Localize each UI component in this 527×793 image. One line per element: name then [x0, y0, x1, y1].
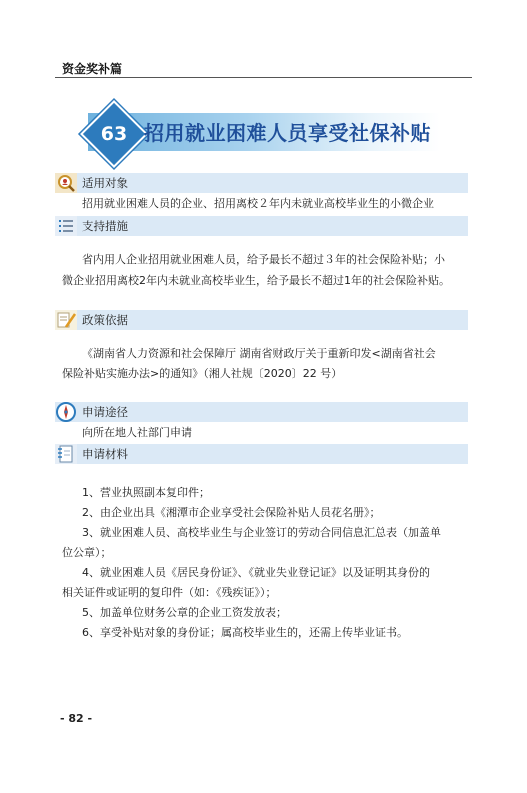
measures-text-1: 省内用人企业招用就业困难人员，给予最长不超过３年的社会保险补贴；小: [82, 253, 445, 266]
section-label-basis: 政策依据: [82, 313, 128, 327]
notebook-icon: [55, 444, 77, 464]
basis-text-1: 《湖南省人力资源和社会保障厅 湖南省财政厅关于重新印发<湖南省社会: [82, 347, 436, 360]
target-text: 招用就业困难人员的企业、招用离校２年内未就业高校毕业生的小微企业: [82, 197, 434, 210]
section-label-measures: 支持措施: [82, 219, 128, 233]
material-item-cont: 相关证件或证明的复印件（如：《残疾证》）；: [62, 586, 277, 599]
channel-text: 向所在地人社部门申请: [82, 426, 192, 439]
section-label-target: 适用对象: [82, 176, 128, 190]
material-item: 2、由企业出具《湘潭市企业享受社会保险补贴人员花名册》；: [82, 506, 381, 519]
section-label-channel: 申请途径: [82, 405, 128, 419]
header-rule: [55, 77, 472, 78]
page-number: - 82 -: [60, 712, 93, 725]
material-item: 5、加盖单位财务公章的企业工资发放表；: [82, 606, 287, 619]
section-label-materials: 申请材料: [82, 447, 128, 461]
list-icon: [55, 216, 77, 236]
material-item: 3、就业困难人员、高校毕业生与企业签订的劳动合同信息汇总表（加盖单: [82, 526, 441, 539]
compass-icon: [55, 401, 77, 421]
pen-document-icon: [55, 310, 77, 330]
material-item-cont: 位公章）；: [62, 546, 112, 559]
header-title: 资金奖补篇: [62, 62, 123, 76]
number-badge-text: 63: [100, 123, 128, 145]
material-item: 1、营业执照副本复印件；: [82, 486, 210, 499]
basis-text-2: 保险补贴实施办法>的通知》（湘人社规〔2020〕22 号）: [62, 367, 343, 380]
measures-text-2: 微企业招用离校2年内未就业高校毕业生，给予最长不超过1年的社会保险补贴。: [62, 274, 450, 287]
page-title: 招用就业困难人员享受社保补贴: [144, 121, 431, 145]
material-item: 6、享受补贴对象的身份证；属高校毕业生的，还需上传毕业证书。: [82, 626, 408, 639]
magnifier-person-icon: [55, 173, 77, 193]
material-item: 4、就业困难人员《居民身份证》、《就业失业登记证》以及证明其身份的: [82, 566, 430, 579]
